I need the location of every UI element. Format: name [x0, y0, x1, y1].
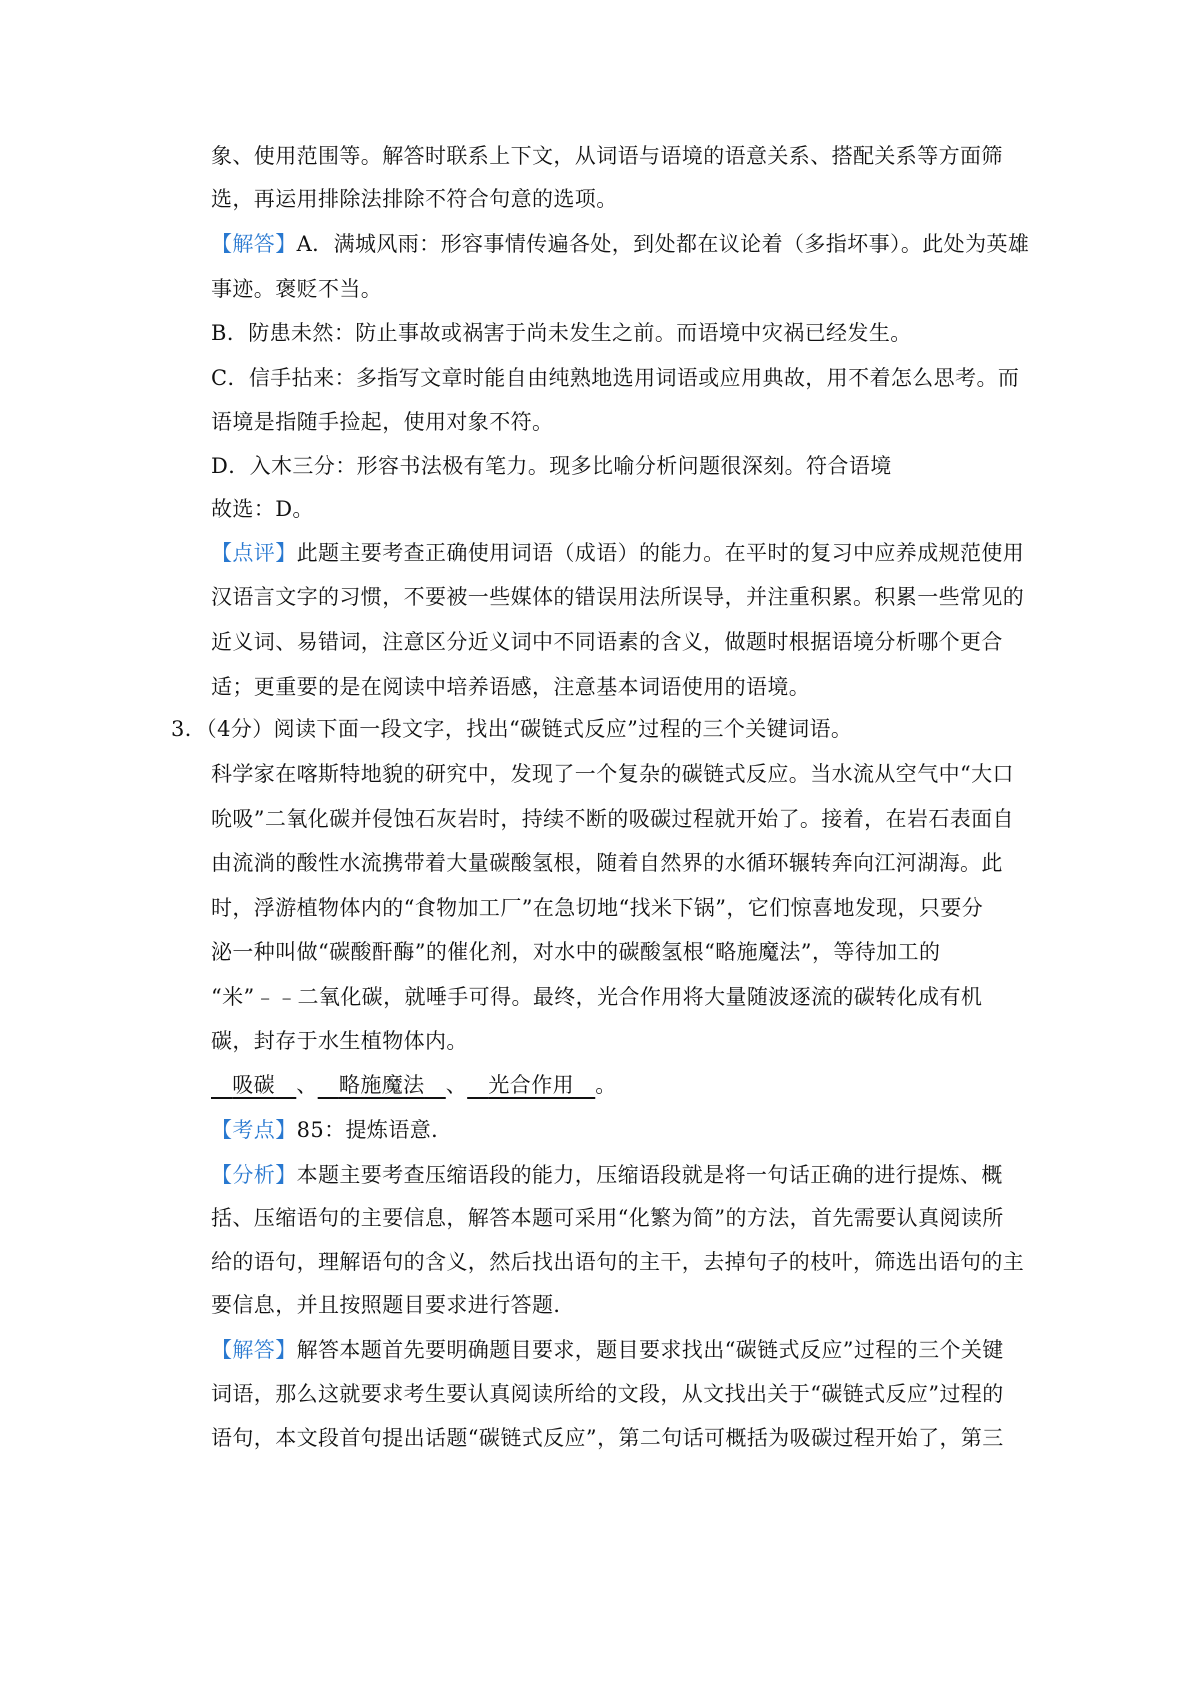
- text-line: 象、使用范围等。解答时联系上下文，从词语与语境的语意关系、搭配关系等方面筛: [211, 144, 1003, 168]
- passage-line: 由流淌的酸性水流携带着大量碳酸氢根，随着自然界的水循环辗转奔向江河湖海。此: [211, 851, 1003, 875]
- text-line: 故选：D。: [211, 497, 314, 521]
- text-line: 选，再运用排除法排除不符合句意的选项。: [211, 187, 618, 211]
- kaodian-line: 【考点】85：提炼语意．: [211, 1118, 453, 1142]
- comment-tag: 【点评】: [211, 541, 297, 565]
- text-line: 事迹。褒贬不当。: [211, 277, 383, 301]
- passage-line: “米”﹣﹣二氧化碳，就唾手可得。最终，光合作用将大量随波逐流的碳转化成有机: [211, 985, 983, 1009]
- comment-line: 【点评】此题主要考查正确使用词语（成语）的能力。在平时的复习中应养成规范使用: [211, 541, 1025, 565]
- question-number: 3．: [171, 717, 207, 741]
- passage-line: 泌一种叫做“碳酸酐酶”的催化剂，对水中的碳酸氢根“略施魔法”，等待加工的: [211, 940, 941, 964]
- passage-line: 碳，封存于水生植物体内。: [211, 1029, 468, 1053]
- answer-line: 【解答】A．满城风雨：形容事情传遍各处，到处都在议论着（多指坏事）。此处为英雄: [211, 232, 1030, 256]
- analysis-tag: 【分析】: [211, 1163, 297, 1187]
- text-line: C．信手拈来：多指写文章时能自由纯熟地选用词语或应用典故，用不着怎么思考。而: [211, 366, 1020, 390]
- text-line: 语句，本文段首句提出话题“碳链式反应”，第二句话可概括为吸碳过程开始了，第三: [211, 1426, 1004, 1450]
- passage-line: 吮吸”二氧化碳并侵蚀石灰岩时，持续不断的吸碳过程就开始了。接着，在岩石表面自: [211, 807, 1014, 831]
- passage-line: 时，浮游植物体内的“食物加工厂”在急切地“找米下锅”，它们惊喜地发现，只要分: [211, 896, 984, 920]
- text-line: 要信息，并且按照题目要求进行答题．: [211, 1293, 575, 1317]
- text-line: 词语，那么这就要求考生要认真阅读所给的文段，从文找出关于“碳链式反应”过程的: [211, 1382, 1004, 1406]
- question-3-stem: 3．（4分）阅读下面一段文字，找出“碳链式反应”过程的三个关键词语。: [171, 717, 853, 741]
- answer-blank: 吸碳: [232, 1073, 276, 1097]
- text-line: 适；更重要的是在阅读中培养语感，注意基本词语使用的语境。: [211, 675, 811, 699]
- passage-line: 科学家在喀斯特地貌的研究中，发现了一个复杂的碳链式反应。当水流从空气中“大口: [211, 762, 1014, 786]
- text-line: 语境是指随手捡起，使用对象不符。: [211, 410, 554, 434]
- answer-line: 【解答】解答本题首先要明确题目要求，题目要求找出“碳链式反应”过程的三个关键: [211, 1338, 1004, 1362]
- text-line: 汉语言文字的习惯，不要被一些媒体的错误用法所误导，并注重积累。积累一些常见的: [211, 585, 1025, 609]
- text-line: D．入木三分：形容书法极有笔力。现多比喻分析问题很深刻。符合语境: [211, 454, 892, 478]
- answer-tag: 【解答】: [211, 1338, 297, 1362]
- text-line: B．防患未然：防止事故或祸害于尚未发生之前。而语境中灾祸已经发生。: [211, 321, 912, 345]
- text-line: 近义词、易错词，注意区分近义词中不同语素的含义，做题时根据语境分析哪个更合: [211, 630, 1003, 654]
- answer-blanks: 吸碳 、 略施魔法 、 光合作用 。: [211, 1070, 1031, 1100]
- text-line: 给的语句，理解语句的含义，然后找出语句的主干，去掉句子的枝叶，筛选出语句的主: [211, 1250, 1025, 1274]
- answer-tag: 【解答】: [211, 232, 297, 256]
- kaodian-tag: 【考点】: [211, 1118, 297, 1142]
- answer-blank: 略施魔法: [338, 1073, 425, 1097]
- answer-blank: 光合作用: [488, 1073, 575, 1097]
- text-line: 括、压缩语句的主要信息，解答本题可采用“化繁为简”的方法，首先需要认真阅读所: [211, 1206, 1004, 1230]
- analysis-line: 【分析】本题主要考查压缩语段的能力，压缩语段就是将一句话正确的进行提炼、概: [211, 1163, 1003, 1187]
